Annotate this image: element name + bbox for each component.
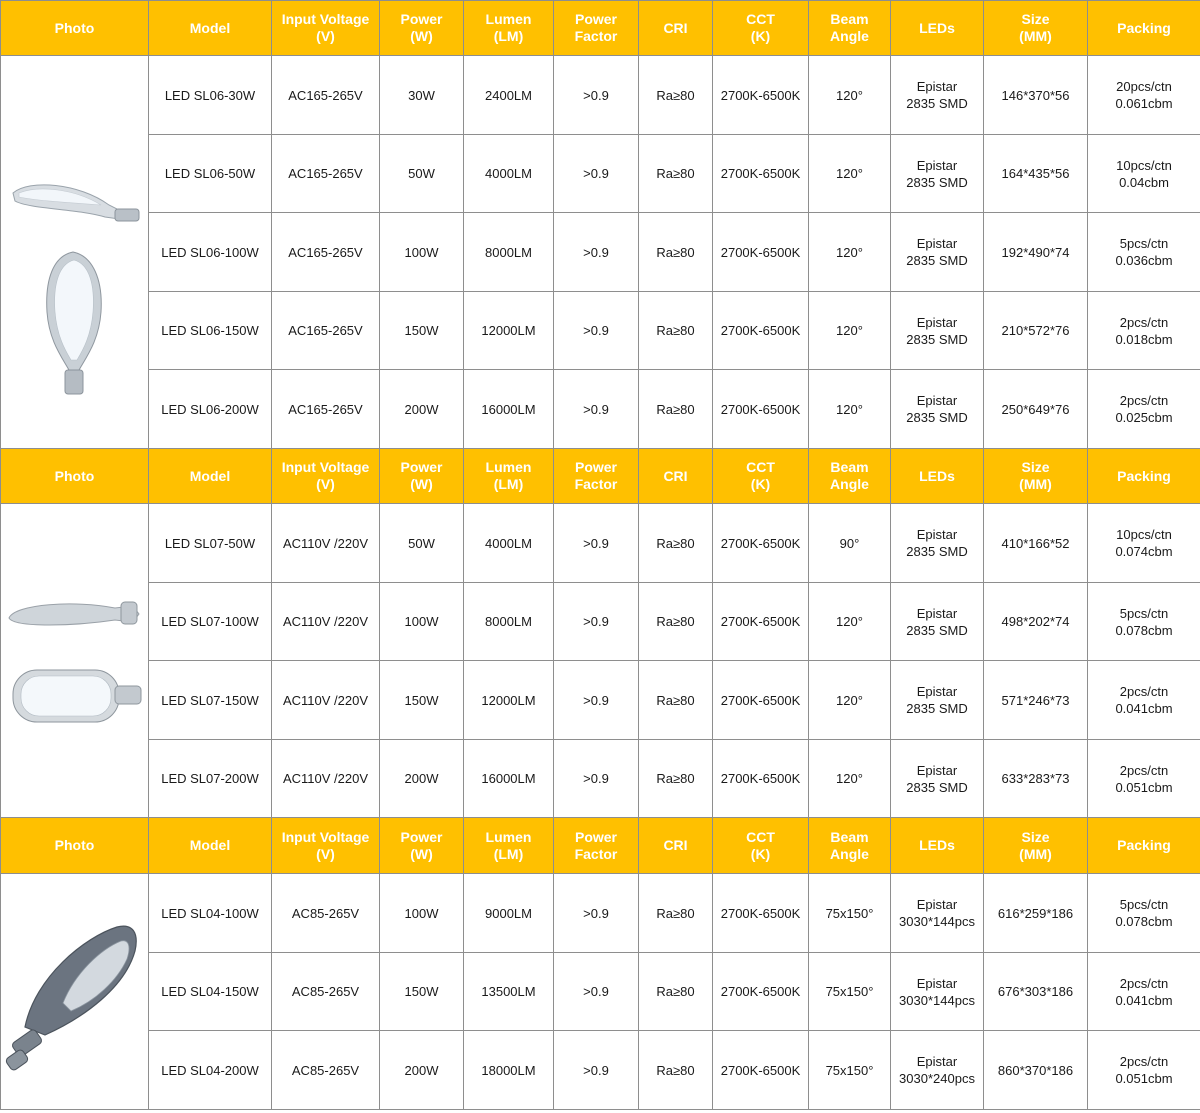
- lumen-cell: 18000LM: [464, 1031, 554, 1110]
- power-cell: 30W: [380, 56, 464, 135]
- model-cell: LED SL06-50W: [149, 135, 272, 213]
- beam-angle-cell: 120°: [809, 740, 891, 818]
- cct-cell: 2700K-6500K: [713, 292, 809, 370]
- header-power: Power (W): [380, 449, 464, 504]
- power-factor-cell: >0.9: [554, 583, 639, 661]
- size-cell: 410*166*52: [984, 504, 1088, 583]
- cct-cell: 2700K-6500K: [713, 953, 809, 1031]
- header-size: Size (MM): [984, 1, 1088, 56]
- power-factor-cell: >0.9: [554, 56, 639, 135]
- table-row: [1, 1031, 1200, 1110]
- voltage-cell: AC110V /220V: [272, 740, 380, 818]
- header-cri: CRI: [639, 449, 713, 504]
- leds-cell: Epistar 3030*144pcs: [891, 953, 984, 1031]
- size-cell: 860*370*186: [984, 1031, 1088, 1110]
- table-row: [1, 56, 1200, 135]
- size-cell: 250*649*76: [984, 370, 1088, 449]
- cri-cell: Ra≥80: [639, 292, 713, 370]
- cct-cell: 2700K-6500K: [713, 56, 809, 135]
- cri-cell: Ra≥80: [639, 953, 713, 1031]
- beam-angle-cell: 120°: [809, 583, 891, 661]
- cri-cell: Ra≥80: [639, 874, 713, 953]
- sl04-streetlight-icon: [3, 907, 146, 1077]
- header-cct: CCT (K): [713, 818, 809, 874]
- size-cell: 676*303*186: [984, 953, 1088, 1031]
- header-leds: LEDs: [891, 818, 984, 874]
- power-cell: 150W: [380, 661, 464, 740]
- beam-angle-cell: 90°: [809, 504, 891, 583]
- header-beam-angle: Beam Angle: [809, 1, 891, 56]
- packing-cell: 5pcs/ctn 0.078cbm: [1088, 583, 1200, 661]
- cri-cell: Ra≥80: [639, 213, 713, 292]
- voltage-cell: AC85-265V: [272, 874, 380, 953]
- lumen-cell: 8000LM: [464, 583, 554, 661]
- header-power-factor: Power Factor: [554, 818, 639, 874]
- power-cell: 100W: [380, 583, 464, 661]
- lumen-cell: 2400LM: [464, 56, 554, 135]
- power-factor-cell: >0.9: [554, 213, 639, 292]
- spec-table-body: [1, 1, 1200, 1110]
- header-photo: Photo: [1, 1, 149, 56]
- header-model: Model: [149, 1, 272, 56]
- beam-angle-cell: 75x150°: [809, 953, 891, 1031]
- header-model: Model: [149, 818, 272, 874]
- lumen-cell: 12000LM: [464, 292, 554, 370]
- cri-cell: Ra≥80: [639, 504, 713, 583]
- cri-cell: Ra≥80: [639, 135, 713, 213]
- model-cell: LED SL06-150W: [149, 292, 272, 370]
- header-packing: Packing: [1088, 818, 1200, 874]
- product-photo: [1, 56, 149, 449]
- packing-cell: 2pcs/ctn 0.041cbm: [1088, 953, 1200, 1031]
- voltage-cell: AC165-265V: [272, 135, 380, 213]
- model-cell: LED SL06-100W: [149, 213, 272, 292]
- beam-angle-cell: 75x150°: [809, 874, 891, 953]
- cri-cell: Ra≥80: [639, 56, 713, 135]
- lumen-cell: 8000LM: [464, 213, 554, 292]
- size-cell: 616*259*186: [984, 874, 1088, 953]
- model-cell: LED SL04-100W: [149, 874, 272, 953]
- header-lumen: Lumen (LM): [464, 449, 554, 504]
- power-cell: 50W: [380, 504, 464, 583]
- header-row: [1, 818, 1200, 874]
- model-cell: LED SL04-150W: [149, 953, 272, 1031]
- model-cell: LED SL07-50W: [149, 504, 272, 583]
- leds-cell: Epistar 3030*240pcs: [891, 1031, 984, 1110]
- table-row: [1, 213, 1200, 292]
- leds-cell: Epistar 2835 SMD: [891, 56, 984, 135]
- cct-cell: 2700K-6500K: [713, 583, 809, 661]
- header-power: Power (W): [380, 1, 464, 56]
- model-cell: LED SL06-30W: [149, 56, 272, 135]
- header-photo: Photo: [1, 818, 149, 874]
- size-cell: 164*435*56: [984, 135, 1088, 213]
- size-cell: 498*202*74: [984, 583, 1088, 661]
- voltage-cell: AC165-265V: [272, 370, 380, 449]
- power-factor-cell: >0.9: [554, 135, 639, 213]
- header-cct: CCT (K): [713, 1, 809, 56]
- cri-cell: Ra≥80: [639, 1031, 713, 1110]
- packing-cell: 5pcs/ctn 0.036cbm: [1088, 213, 1200, 292]
- cri-cell: Ra≥80: [639, 583, 713, 661]
- cct-cell: 2700K-6500K: [713, 370, 809, 449]
- size-cell: 146*370*56: [984, 56, 1088, 135]
- header-cct: CCT (K): [713, 449, 809, 504]
- voltage-cell: AC165-265V: [272, 56, 380, 135]
- model-cell: LED SL06-200W: [149, 370, 272, 449]
- power-cell: 150W: [380, 292, 464, 370]
- power-cell: 100W: [380, 213, 464, 292]
- leds-cell: Epistar 2835 SMD: [891, 583, 984, 661]
- header-beam-angle: Beam Angle: [809, 449, 891, 504]
- beam-angle-cell: 120°: [809, 135, 891, 213]
- size-cell: 210*572*76: [984, 292, 1088, 370]
- table-row: [1, 740, 1200, 818]
- cct-cell: 2700K-6500K: [713, 874, 809, 953]
- table-row: [1, 292, 1200, 370]
- leds-cell: Epistar 2835 SMD: [891, 292, 984, 370]
- header-power-factor: Power Factor: [554, 1, 639, 56]
- leds-cell: Epistar 2835 SMD: [891, 740, 984, 818]
- header-beam-angle: Beam Angle: [809, 818, 891, 874]
- model-cell: LED SL04-200W: [149, 1031, 272, 1110]
- power-factor-cell: >0.9: [554, 504, 639, 583]
- header-lumen: Lumen (LM): [464, 1, 554, 56]
- packing-cell: 10pcs/ctn 0.074cbm: [1088, 504, 1200, 583]
- header-model: Model: [149, 449, 272, 504]
- header-lumen: Lumen (LM): [464, 818, 554, 874]
- size-cell: 571*246*73: [984, 661, 1088, 740]
- header-power-factor: Power Factor: [554, 449, 639, 504]
- voltage-cell: AC85-265V: [272, 953, 380, 1031]
- lumen-cell: 16000LM: [464, 740, 554, 818]
- lumen-cell: 16000LM: [464, 370, 554, 449]
- packing-cell: 2pcs/ctn 0.018cbm: [1088, 292, 1200, 370]
- power-cell: 50W: [380, 135, 464, 213]
- leds-cell: Epistar 2835 SMD: [891, 661, 984, 740]
- leds-cell: Epistar 2835 SMD: [891, 504, 984, 583]
- header-cri: CRI: [639, 1, 713, 56]
- leds-cell: Epistar 2835 SMD: [891, 135, 984, 213]
- power-cell: 200W: [380, 370, 464, 449]
- power-cell: 200W: [380, 1031, 464, 1110]
- beam-angle-cell: 75x150°: [809, 1031, 891, 1110]
- power-factor-cell: >0.9: [554, 661, 639, 740]
- cct-cell: 2700K-6500K: [713, 661, 809, 740]
- power-cell: 150W: [380, 953, 464, 1031]
- cct-cell: 2700K-6500K: [713, 135, 809, 213]
- table-row: [1, 953, 1200, 1031]
- table-row: [1, 874, 1200, 953]
- header-cri: CRI: [639, 818, 713, 874]
- power-factor-cell: >0.9: [554, 1031, 639, 1110]
- lumen-cell: 12000LM: [464, 661, 554, 740]
- packing-cell: 2pcs/ctn 0.041cbm: [1088, 661, 1200, 740]
- beam-angle-cell: 120°: [809, 292, 891, 370]
- leds-cell: Epistar 3030*144pcs: [891, 874, 984, 953]
- product-photo: [1, 874, 149, 1110]
- power-cell: 200W: [380, 740, 464, 818]
- header-row: [1, 449, 1200, 504]
- power-factor-cell: >0.9: [554, 874, 639, 953]
- cri-cell: Ra≥80: [639, 370, 713, 449]
- header-input-voltage: Input Voltage (V): [272, 449, 380, 504]
- lumen-cell: 4000LM: [464, 135, 554, 213]
- header-size: Size (MM): [984, 449, 1088, 504]
- voltage-cell: AC85-265V: [272, 1031, 380, 1110]
- product-photo: [1, 504, 149, 818]
- table-row: [1, 583, 1200, 661]
- cct-cell: 2700K-6500K: [713, 740, 809, 818]
- voltage-cell: AC110V /220V: [272, 661, 380, 740]
- header-packing: Packing: [1088, 1, 1200, 56]
- header-power: Power (W): [380, 818, 464, 874]
- power-factor-cell: >0.9: [554, 370, 639, 449]
- header-input-voltage: Input Voltage (V): [272, 1, 380, 56]
- packing-cell: 20pcs/ctn 0.061cbm: [1088, 56, 1200, 135]
- power-cell: 100W: [380, 874, 464, 953]
- header-leds: LEDs: [891, 449, 984, 504]
- packing-cell: 2pcs/ctn 0.025cbm: [1088, 370, 1200, 449]
- header-input-voltage: Input Voltage (V): [272, 818, 380, 874]
- size-cell: 633*283*73: [984, 740, 1088, 818]
- model-cell: LED SL07-200W: [149, 740, 272, 818]
- sl06-streetlight-icon: [3, 87, 146, 417]
- cri-cell: Ra≥80: [639, 661, 713, 740]
- lumen-cell: 4000LM: [464, 504, 554, 583]
- packing-cell: 2pcs/ctn 0.051cbm: [1088, 740, 1200, 818]
- beam-angle-cell: 120°: [809, 213, 891, 292]
- table-row: [1, 370, 1200, 449]
- power-factor-cell: >0.9: [554, 953, 639, 1031]
- table-row: [1, 661, 1200, 740]
- header-size: Size (MM): [984, 818, 1088, 874]
- leds-cell: Epistar 2835 SMD: [891, 370, 984, 449]
- packing-cell: 5pcs/ctn 0.078cbm: [1088, 874, 1200, 953]
- packing-cell: 2pcs/ctn 0.051cbm: [1088, 1031, 1200, 1110]
- header-leds: LEDs: [891, 1, 984, 56]
- table-row: [1, 504, 1200, 583]
- leds-cell: Epistar 2835 SMD: [891, 213, 984, 292]
- model-cell: LED SL07-150W: [149, 661, 272, 740]
- beam-angle-cell: 120°: [809, 661, 891, 740]
- header-photo: Photo: [1, 449, 149, 504]
- lumen-cell: 13500LM: [464, 953, 554, 1031]
- header-packing: Packing: [1088, 449, 1200, 504]
- table-row: [1, 135, 1200, 213]
- cri-cell: Ra≥80: [639, 740, 713, 818]
- beam-angle-cell: 120°: [809, 370, 891, 449]
- header-row: [1, 1, 1200, 56]
- packing-cell: 10pcs/ctn 0.04cbm: [1088, 135, 1200, 213]
- sl07-streetlight-icon: [3, 586, 146, 736]
- power-factor-cell: >0.9: [554, 740, 639, 818]
- cct-cell: 2700K-6500K: [713, 1031, 809, 1110]
- voltage-cell: AC165-265V: [272, 213, 380, 292]
- voltage-cell: AC110V /220V: [272, 504, 380, 583]
- power-factor-cell: >0.9: [554, 292, 639, 370]
- model-cell: LED SL07-100W: [149, 583, 272, 661]
- lumen-cell: 9000LM: [464, 874, 554, 953]
- cct-cell: 2700K-6500K: [713, 504, 809, 583]
- voltage-cell: AC110V /220V: [272, 583, 380, 661]
- beam-angle-cell: 120°: [809, 56, 891, 135]
- voltage-cell: AC165-265V: [272, 292, 380, 370]
- cct-cell: 2700K-6500K: [713, 213, 809, 292]
- size-cell: 192*490*74: [984, 213, 1088, 292]
